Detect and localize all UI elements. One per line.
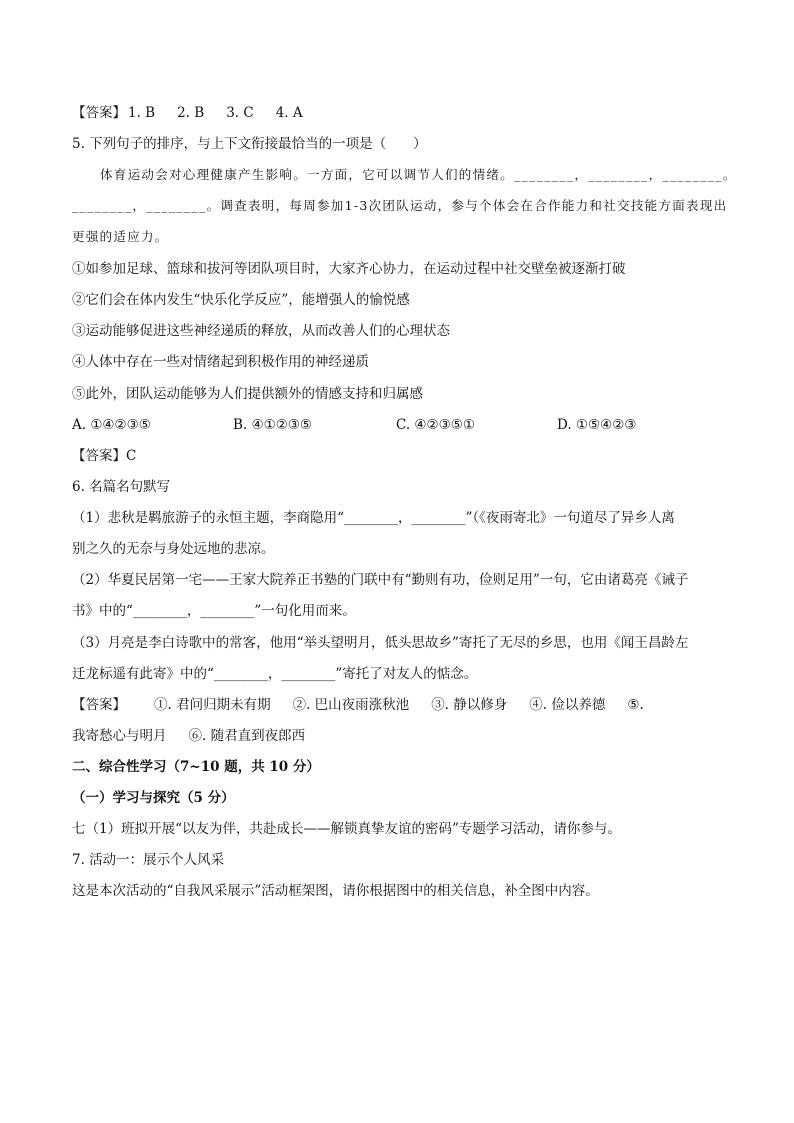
q5-passage-line: ________，________。调查表明，每周参加1-3次团队运动，参与个体会在合作能力和社交技能方面表现出 — [72, 198, 728, 213]
q7-stem: 7. 活动一：展示个人风采 — [72, 852, 225, 868]
q5-answer: 【答案】C — [72, 448, 137, 464]
q6-part2-line: 书》中的“________，________”一句化用而来。 — [72, 603, 356, 619]
answer-tag: 【答案】 — [72, 105, 126, 121]
q5-option-b: B. ④①②③⑤ — [233, 417, 313, 433]
q6-answer-line — [72, 695, 644, 715]
q6-part2-line: （2）华夏民居第一宅——王家大院养正书塾的门联中有“勤则有功，俭则足用”一句，它由诸葛亮《诫子 — [72, 572, 689, 588]
q5-passage-line: 体育运动会对心理健康产生影响。一方面，它可以调节人们的情绪。________，________，________。 — [100, 167, 737, 182]
q5-sentence: ②它们会在体内发生“快乐化学反应”，能增强人的愉悦感 — [72, 292, 410, 308]
answer-item: 2. B — [177, 105, 205, 121]
q6-part1-line: 别之久的无奈与身处远地的悲凉。 — [72, 541, 275, 557]
q5-option-a: A. ①④②③⑤ — [72, 417, 151, 433]
section-subtitle: （一）学习与探究（5 分） — [72, 790, 235, 806]
q5-stem: 5. 下列句子的排序，与上下文衔接最恰当的一项是（ ） — [72, 136, 427, 152]
q5-sentence: ④人体中存在一些对情绪起到积极作用的神经递质 — [72, 354, 369, 370]
section-title: 二、综合性学习（7~10 题，共 10 分） — [72, 759, 320, 775]
q7-description: 这是本次活动的“自我风采展示”活动框架图，请你根据图中的相关信息，补全图中内容。 — [72, 883, 599, 899]
answer-item: ⑤. — [627, 697, 644, 713]
answer-item: ③. 静以修身 — [431, 697, 508, 713]
q6-stem: 6. 名篇名句默写 — [72, 479, 171, 495]
section-intro: 七（1）班拟开展“以友为伴，共赴成长——解锁真挚友谊的密码”专题学习活动，请你参与。 — [72, 821, 621, 837]
q6-answer-line — [72, 726, 327, 746]
q4-answer-line — [72, 103, 325, 123]
q6-part3-line: 迁龙标遥有此寄》中的“________，________”寄托了对友人的惦念。 — [72, 666, 478, 682]
answer-item: ②. 巴山夜雨涨秋池 — [292, 697, 410, 713]
q5-option-d: D. ①⑤④②③ — [557, 417, 637, 433]
answer-item: ①. 君问归期未有期 — [154, 697, 271, 713]
answer-item: 1. B — [128, 105, 156, 121]
q6-part1-line: （1）悲秋是羁旅游子的永恒主题，李商隐用“________，________”（《夜雨寄北》一句道尽了异乡人离 — [72, 510, 675, 526]
q5-sentence: ③运动能够促进这些神经递质的释放，从而改善人们的心理状态 — [72, 323, 450, 339]
answer-item: ④. 俭以养德 — [529, 697, 606, 713]
answer-item: ⑥. 随君直到夜郎西 — [188, 728, 306, 744]
answer-tag: 【答案】 — [72, 697, 126, 713]
q5-sentence: ⑤此外，团队运动能够为人们提供额外的情感支持和归属感 — [72, 386, 423, 402]
answer-item: 4. A — [275, 105, 303, 121]
q5-sentence: ①如参加足球、篮球和拔河等团队项目时，大家齐心协力，在运动过程中社交壁垒被逐渐打破 — [72, 261, 626, 277]
answer-item: 3. C — [226, 105, 254, 121]
q5-passage-line: 更强的适应力。 — [72, 229, 169, 244]
q6-part3-line: （3）月亮是李白诗歌中的常客，他用“举头望明月，低头思故乡”寄托了无尽的乡思，也用《闻王昌龄左 — [72, 635, 689, 651]
q5-option-c: C. ④②③⑤① — [396, 417, 475, 433]
answer-item: 我寄愁心与明月 — [72, 728, 167, 744]
